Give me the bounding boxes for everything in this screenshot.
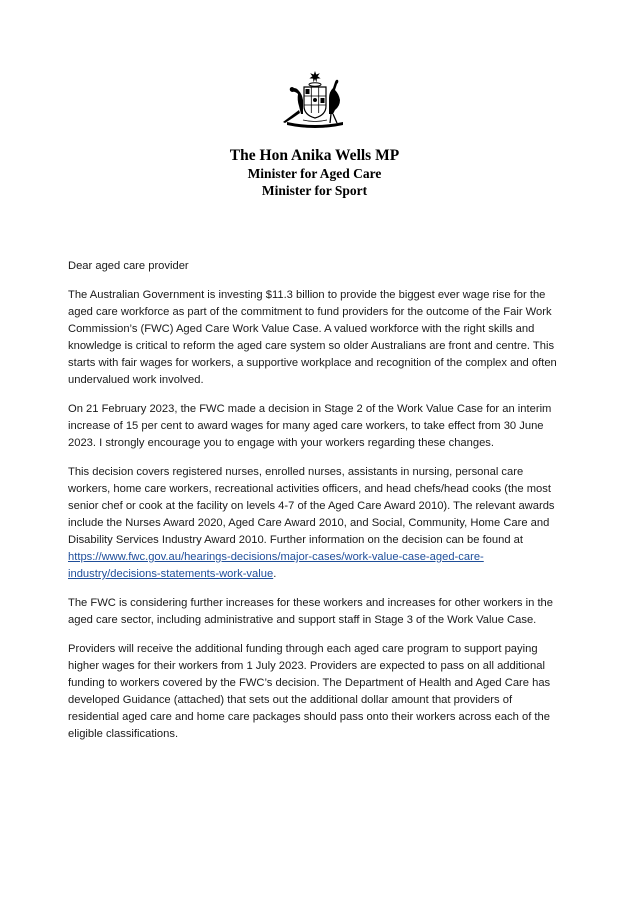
minister-name: The Hon Anika Wells MP	[229, 147, 400, 164]
minister-role-aged-care: Minister for Aged Care	[247, 166, 382, 181]
paragraph-providers: Providers will receive the additional funding through each aged care program to support paying higher wages for their workers from 1 July 2023. Providers are expected to pass on all additional funding to workers covered by the FWC’s decision. The Department of Health and Aged Care has developed Guidance (attached) that sets out the additional dollar amount that providers of residential aged care and home care packages should pass onto their workers across each of the eligible classifications.	[68, 643, 551, 740]
paragraph-coverage-text: This decision covers registered nurses, enrolled nurses, assistants in nursing, personal care workers, home care workers, recreational activities officers, and head chefs/head cooks (the most senior chef or cook at the facility on levels 4-7 of the Aged Care Award 2010). The relevant awards include the Nurses Award 2020, Aged Care Award 2010, and Social, Community, Home Care and Disability Services Industry Award 2010. Further information on the decision can be found at	[68, 466, 555, 546]
salutation: Dear aged care provider	[68, 260, 189, 272]
letterhead	[0, 146, 629, 199]
letter-body	[68, 258, 566, 755]
paragraph-coverage	[68, 464, 566, 583]
paragraph-fwc-decision: On 21 February 2023, the FWC made a decision in Stage 2 of the Work Value Case for an interim increase of 15 per cent to award wages for many aged care workers, to take effect from 30 June 2023. I strongly encourage you to engage with your workers regarding these changes.	[68, 403, 552, 449]
coat-of-arms-icon	[273, 70, 357, 132]
paragraph-coverage-end: .	[273, 568, 277, 580]
paragraph-further-increases: The FWC is considering further increases for these workers and increases for other workers in the aged care sector, including administrative and support staff in Stage 3 of the Work Value Case.	[68, 597, 553, 626]
fwc-decision-link[interactable]: https://www.fwc.gov.au/hearings-decisions/major-cases/work-value-case-aged-care-industry/decisions-statements-work-value	[68, 551, 484, 580]
paragraph-funding: The Australian Government is investing $11.3 billion to provide the biggest ever wage rise for the aged care workforce as part of the commitment to fund providers for the outcome of the Fair Work Commission’s (FWC) Aged Care Work Value Case. A valued workforce with the right skills and knowledge is critical to reform the aged care system so older Australians are front and centre. This starts with fair wages for workers, a supportive workplace and recognition of the complex and often undervalued work involved.	[68, 289, 557, 386]
minister-role-sport: Minister for Sport	[261, 183, 368, 198]
star-icon	[309, 71, 320, 82]
